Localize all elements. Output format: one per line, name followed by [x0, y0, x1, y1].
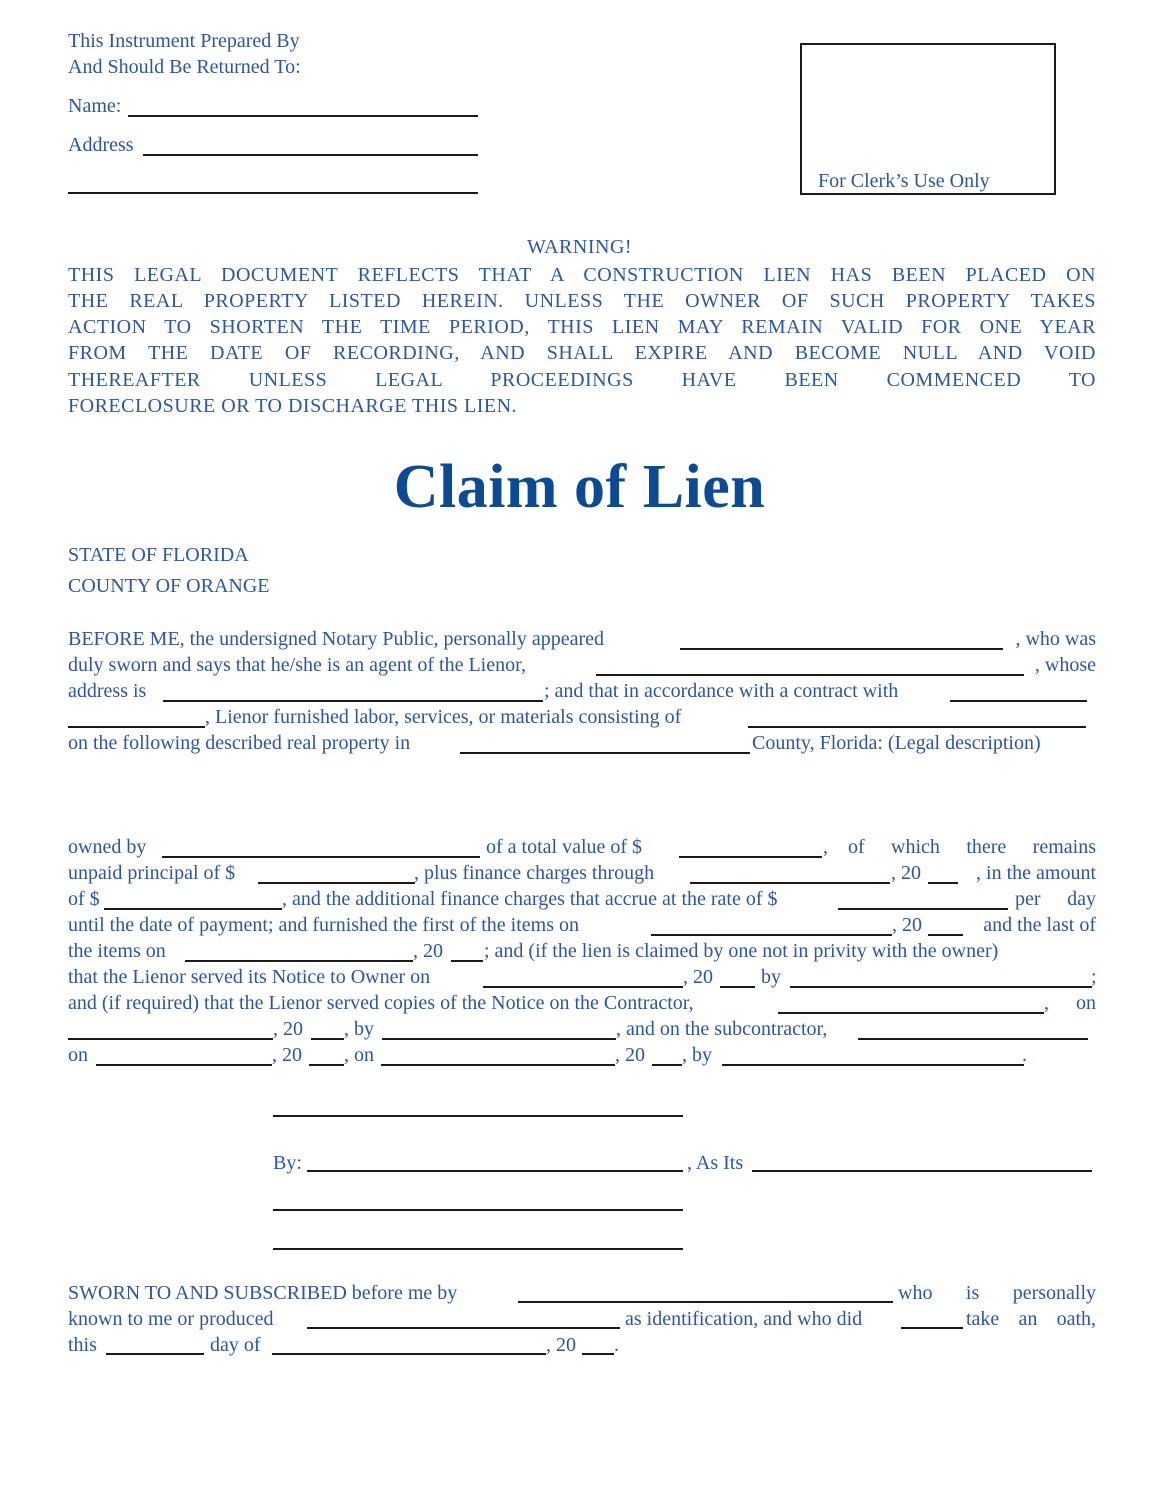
lienor-signature-line[interactable] — [273, 1115, 683, 1117]
p2-on-1: on — [1076, 992, 1096, 1014]
p2-comma-2: , — [1044, 992, 1049, 1014]
clerk-use-box — [800, 43, 1056, 195]
as-its-line[interactable] — [752, 1170, 1092, 1172]
notary-produced: known to me or produced — [68, 1308, 274, 1330]
signature-extra-line-1[interactable] — [273, 1209, 683, 1211]
warning-line-1: THIS LEGAL DOCUMENT REFLECTS THAT A CONSTRUCTION LIEN HAS BEEN PLACED ON — [68, 264, 1096, 286]
warning-line-3: ACTION TO SHORTEN THE TIME PERIOD, THIS LIEN MAY REMAIN VALID FOR ONE YEAR — [68, 316, 1096, 338]
name-field-line[interactable] — [128, 115, 478, 117]
p2-notice-owner: that the Lienor served its Notice to Owner on — [68, 966, 431, 988]
p2-per-day: per day — [1015, 888, 1096, 910]
sub-by-line[interactable] — [722, 1064, 1024, 1066]
unpaid-principal-line[interactable] — [258, 882, 415, 884]
notice-owner-date-line[interactable] — [483, 986, 683, 988]
p2-by-1: by — [761, 966, 781, 988]
warning-line-4: FROM THE DATE OF RECORDING, AND SHALL EXPIRE AND BECOME NULL AND VOID — [68, 342, 1096, 364]
notice-owner-by-line[interactable] — [790, 986, 1092, 988]
clerk-use-label: For Clerk’s Use Only — [818, 170, 990, 192]
p2-year-4: , 20 — [683, 966, 713, 988]
p2-comma: , — [823, 836, 828, 858]
p1-text-2: , who was — [1015, 628, 1096, 650]
p2-items-on: the items on — [68, 940, 166, 962]
p2-privity: ; and (if the lien is claimed by one not in privity with the owner) — [484, 940, 999, 962]
notary-sworn-by-line[interactable] — [518, 1301, 893, 1303]
owner-line[interactable] — [162, 856, 480, 858]
notary-period: . — [614, 1334, 619, 1356]
p2-first-items: until the date of payment; and furnished the first of the items on — [68, 914, 579, 936]
p2-period: . — [1022, 1044, 1027, 1066]
warning-title: WARNING! — [526, 236, 633, 258]
p2-semicolon: ; — [1091, 966, 1097, 988]
p2-additional: , and the additional finance charges that accrue at the rate of $ — [282, 888, 778, 910]
p2-year-2: , 20 — [892, 914, 922, 936]
notary-identification: as identification, and who did — [625, 1308, 863, 1330]
document-title: Claim of Lien — [393, 453, 766, 521]
p2-year-3: , 20 — [413, 940, 443, 962]
finance-year-line[interactable] — [928, 882, 958, 884]
sub-year-line-2[interactable] — [652, 1064, 682, 1066]
notary-oath: take an oath, — [966, 1308, 1096, 1330]
contract-party-line-2[interactable] — [68, 726, 205, 728]
p2-year-1: , 20 — [891, 862, 921, 884]
contractor-date-line[interactable] — [68, 1038, 273, 1040]
identification-line[interactable] — [307, 1327, 620, 1329]
month-line[interactable] — [272, 1353, 546, 1355]
materials-line[interactable] — [748, 726, 1086, 728]
notary-day-of: day of — [210, 1334, 261, 1356]
notary-this: this — [68, 1334, 97, 1356]
prepared-by-line-1: This Instrument Prepared By — [68, 30, 300, 52]
sub-date-line-2[interactable] — [381, 1064, 615, 1066]
amount-line[interactable] — [104, 908, 282, 910]
sub-year-line-1[interactable] — [309, 1064, 344, 1066]
last-items-year-line[interactable] — [451, 960, 483, 962]
lienor-address-line[interactable] — [163, 700, 543, 702]
p2-which-remains: of which there remains — [848, 836, 1096, 858]
year-line[interactable] — [582, 1353, 614, 1355]
p2-by-2: , by — [344, 1018, 374, 1040]
notary-year: , 20 — [546, 1334, 576, 1356]
p2-total-value: of a total value of $ — [486, 836, 643, 858]
p2-on-2: on — [68, 1044, 88, 1066]
finance-through-date-line[interactable] — [690, 882, 890, 884]
p2-finance-through: , plus finance charges through — [414, 862, 655, 884]
rate-line[interactable] — [838, 908, 1008, 910]
p1-text-6: ; and that in accordance with a contract with — [544, 680, 899, 702]
p2-owned-by: owned by — [68, 836, 147, 858]
affiant-name-line[interactable] — [680, 648, 1003, 650]
p2-in-amount: , in the amount — [976, 862, 1096, 884]
p2-year-6: , 20 — [272, 1044, 302, 1066]
first-items-date-line[interactable] — [651, 934, 892, 936]
signature-extra-line-2[interactable] — [273, 1248, 683, 1250]
p1-text-5: address is — [68, 680, 147, 702]
p2-contractor: and (if required) that the Lienor served copies of the Notice on the Contractor, — [68, 992, 694, 1014]
p2-by-3: , by — [682, 1044, 712, 1066]
subcontractor-line[interactable] — [858, 1038, 1088, 1040]
p2-year-5: , 20 — [273, 1018, 303, 1040]
address-field-line[interactable] — [143, 154, 478, 156]
p1-text-3: duly sworn and says that he/she is an agent of the Lienor, — [68, 654, 526, 676]
p1-text-7: , Lienor furnished labor, services, or materials consisting of — [205, 706, 682, 728]
p2-on-3: , on — [344, 1044, 374, 1066]
day-line[interactable] — [106, 1353, 204, 1355]
p2-subcontractor: , and on the subcontractor, — [616, 1018, 828, 1040]
p1-text-8: on the following described real property in — [68, 732, 411, 754]
warning-line-5: THEREAFTER UNLESS LEGAL PROCEEDINGS HAVE BEEN COMMENCED TO — [68, 369, 1096, 391]
contractor-year-line[interactable] — [311, 1038, 344, 1040]
county-label: COUNTY OF ORANGE — [68, 575, 270, 597]
as-its-label: , As Its — [687, 1152, 744, 1174]
last-items-date-line[interactable] — [185, 960, 413, 962]
sub-date-line-1[interactable] — [96, 1064, 272, 1066]
total-value-line[interactable] — [679, 856, 822, 858]
prepared-by-line-2: And Should Be Returned To: — [68, 56, 301, 78]
first-items-year-line[interactable] — [928, 934, 963, 936]
county-line[interactable] — [460, 752, 750, 754]
contractor-by-line[interactable] — [382, 1038, 616, 1040]
warning-line-2: THE REAL PROPERTY LISTED HEREIN. UNLESS THE OWNER OF SUCH PROPERTY TAKES — [68, 290, 1096, 312]
lienor-name-line[interactable] — [596, 674, 1024, 676]
p2-unpaid: unpaid principal of $ — [68, 862, 236, 884]
by-signature-line[interactable] — [307, 1170, 683, 1172]
oath-line[interactable] — [901, 1327, 963, 1329]
p2-last-of: and the last of — [983, 914, 1096, 936]
by-label: By: — [273, 1152, 302, 1174]
notary-sworn: SWORN TO AND SUBSCRIBED before me by — [68, 1282, 458, 1304]
notice-owner-year-line[interactable] — [720, 986, 755, 988]
warning-line-6: FORECLOSURE OR TO DISCHARGE THIS LIEN. — [68, 395, 518, 417]
name-label: Name: — [68, 95, 122, 117]
p1-text-9: County, Florida: (Legal description) — [752, 732, 1041, 754]
p2-of-dollar: of $ — [68, 888, 100, 910]
state-label: STATE OF FLORIDA — [68, 544, 249, 566]
notary-personally: who is personally — [898, 1282, 1096, 1304]
p2-year-7: , 20 — [615, 1044, 645, 1066]
address-field-line-2[interactable] — [68, 192, 478, 194]
address-label: Address — [68, 134, 134, 156]
p1-text-4: , whose — [1034, 654, 1096, 676]
p1-text-1: BEFORE ME, the undersigned Notary Public, personally appeared — [68, 628, 604, 650]
contractor-line[interactable] — [778, 1012, 1044, 1014]
contract-party-line[interactable] — [950, 700, 1087, 702]
